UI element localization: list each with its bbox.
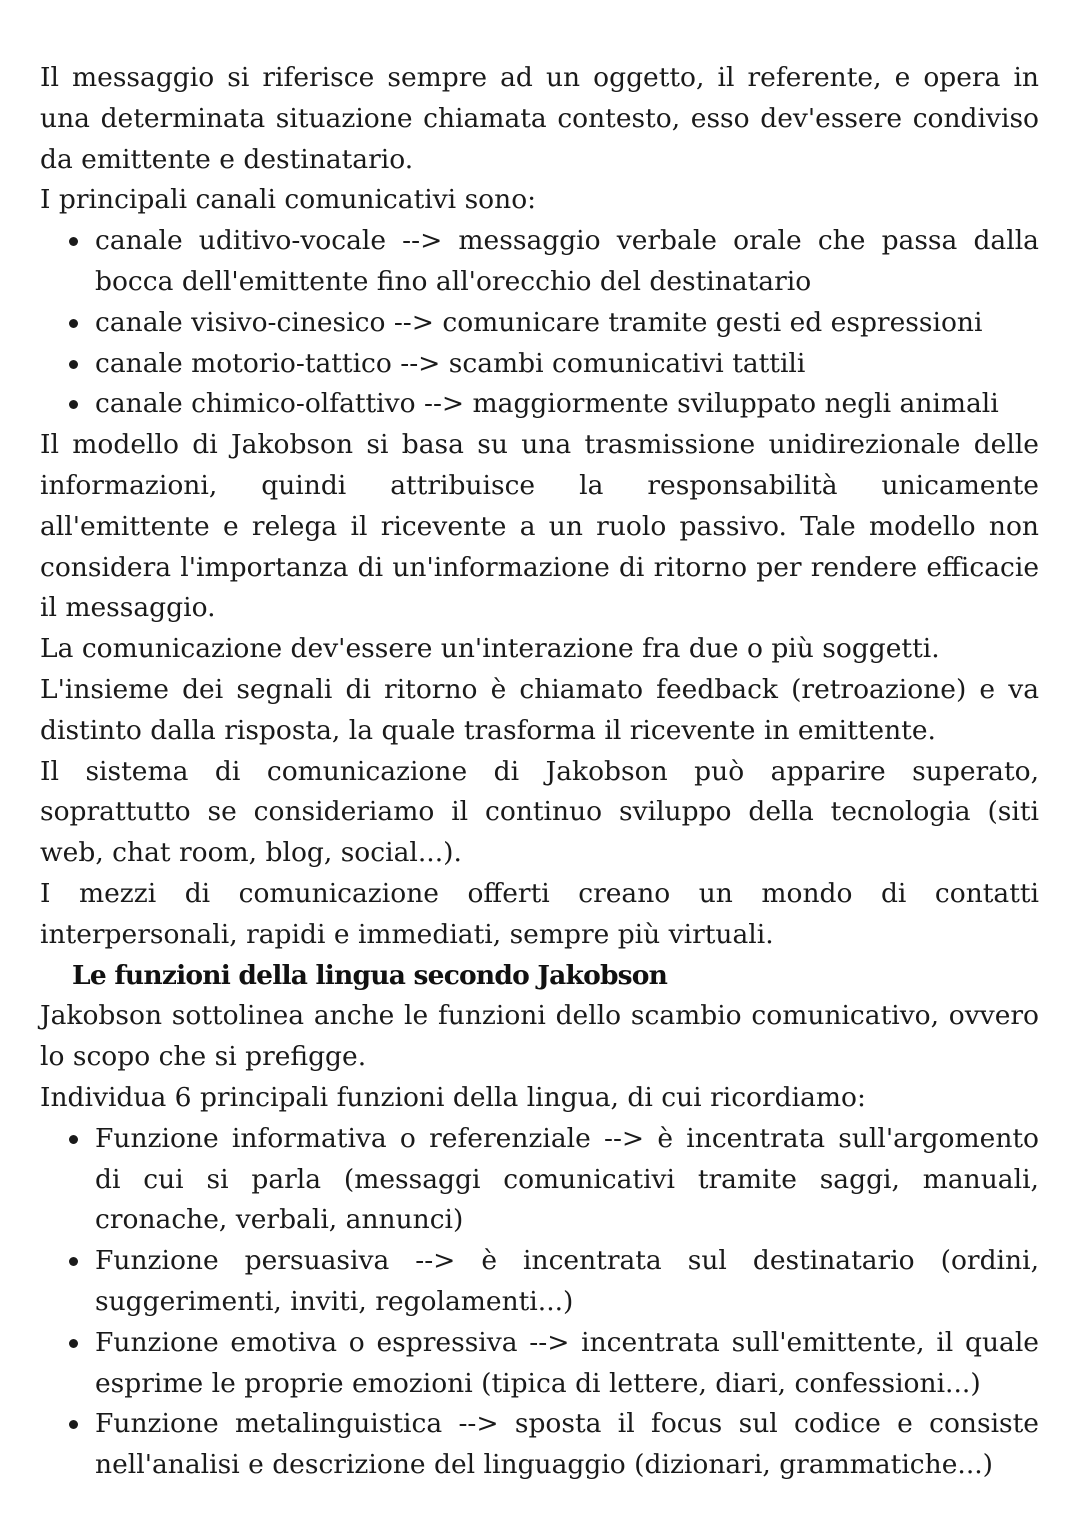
list-item-funzione-metalinguistica: Funzione metalinguistica --> sposta il focus sul codice e consiste nell'analisi e descrizione del linguaggio (dizionari, grammatiche...) <box>95 1404 1039 1486</box>
paragraph-referente: Il messaggio si riferisce sempre ad un oggetto, il referente, e opera in una determinata situazione chiamata contesto, esso dev'essere condiviso da emittente e destinatario. <box>40 62 1039 175</box>
paragraph-canali-intro: I principali canali comunicativi sono: <box>40 184 537 216</box>
list-item-canale-motorio: canale motorio-tattico --> scambi comunicativi tattili <box>95 344 1039 385</box>
paragraph-funzioni-intro: Jakobson sottolinea anche le funzioni dello scambio comunicativo, ovvero lo scopo che si prefigge. <box>40 1000 1039 1073</box>
list-item-funzione-persuasiva: Funzione persuasiva --> è incentrata sul destinatario (ordini, suggerimenti, inviti, regolamenti...) <box>95 1241 1039 1323</box>
section-heading: Le funzioni della lingua secondo Jakobson <box>72 959 668 991</box>
paragraph-sistema-superato: Il sistema di comunicazione di Jakobson può apparire superato, soprattutto se consideriamo il continuo sviluppo della tecnologia (siti web, chat room, blog, social...). <box>40 755 1039 869</box>
list-item-funzione-informativa: Funzione informativa o referenziale --> è incentrata sull'argomento di cui si parla (messaggi comunicativi tramite saggi, manuali, cronache, verbali, annunci) <box>95 1119 1039 1241</box>
paragraph-interazione: La comunicazione dev'essere un'interazione fra due o più soggetti. <box>40 633 940 665</box>
paragraph-sei-funzioni: Individua 6 principali funzioni della lingua, di cui ricordiamo: <box>40 1081 866 1113</box>
functions-list <box>40 1119 1039 1486</box>
list-item-canale-chimico: canale chimico-olfattivo --> maggiormente sviluppato negli animali <box>95 384 1039 425</box>
list-item-canale-uditivo: canale uditivo-vocale --> messaggio verbale orale che passa dalla bocca dell'emittente fino all'orecchio del destinatario <box>95 221 1039 303</box>
channels-list <box>40 221 1039 425</box>
paragraph-feedback: L'insieme dei segnali di ritorno è chiamato feedback (retroazione) e va distinto dalla risposta, la quale trasforma il ricevente in emittente. <box>40 673 1039 746</box>
paragraph-mezzi: I mezzi di comunicazione offerti creano un mondo di contatti interpersonali, rapidi e immediati, sempre più virtuali. <box>40 877 1039 950</box>
list-item-canale-visivo: canale visivo-cinesico --> comunicare tramite gesti ed espressioni <box>95 303 1039 344</box>
list-item-funzione-emotiva: Funzione emotiva o espressiva --> incentrata sull'emittente, il quale esprime le proprie emozioni (tipica di lettere, diari, confessioni...) <box>95 1323 1039 1405</box>
paragraph-modello-jakobson: Il modello di Jakobson si basa su una trasmissione unidirezionale delle informazioni, quindi attribuisce la responsabilità unicamente all'emittente e relega il ricevente a un ruolo passivo. Tale modello non considera l'importanza di un'informazione di ritorno per rendere efficacie il messaggio. <box>40 429 1039 624</box>
